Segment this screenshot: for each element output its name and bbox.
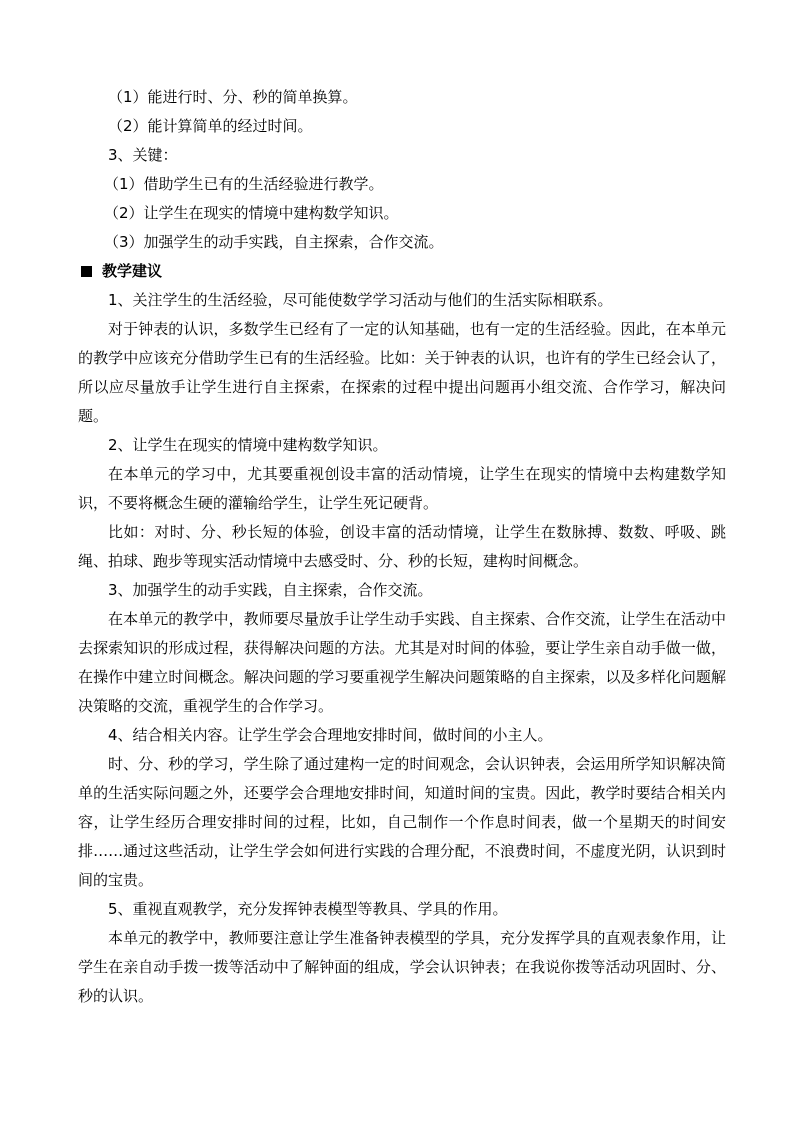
key-item-1: （1）借助学生已有的生活经验进行教学。 xyxy=(104,175,384,193)
suggestion-3-body: 在本单元的教学中，教师要尽量放手让学生动手实践、自主探索、合作交流，让学生在活动中去探索知识的形成过程，获得解决问题的方法。尤其是对时间的体验，要让学生亲自动手做一做，在操作中建立时间概念。解决问题的学习要重视学生解决问题策略的自主探索，以及多样化问题解决策略的交流，重视学生的合作学习。 xyxy=(78,610,726,715)
section-heading xyxy=(78,257,726,286)
section-heading-text: 教学建议 xyxy=(102,262,163,280)
document-body xyxy=(78,83,726,1011)
suggestion-4-title: 4、结合相关内容。让学生学会合理地安排时间，做时间的小主人。 xyxy=(108,726,553,744)
suggestion-1-body: 对于钟表的认识，多数学生已经有了一定的认知基础，也有一定的生活经验。因此，在本单元的教学中应该充分借助学生已有的生活经验。比如：关于钟表的认识，也许有的学生已经会认了，所以应尽量放手让学生进行自主探索，在探索的过程中提出问题再小组交流、合作学习，解决问题。 xyxy=(78,320,726,425)
key-title: 3、关键： xyxy=(108,146,178,164)
black-square-icon xyxy=(81,266,92,277)
suggestion-4-body: 时、分、秒的学习，学生除了通过建构一定的时间观念，会认识钟表，会运用所学知识解决简单的生活实际问题之外，还要学会合理地安排时间，知道时间的宝贵。因此，教学时要结合相关内容，让学生经历合理安排时间的过程，比如，自己制作一个作息时间表，做一个星期天的时间安排……通过这些活动，让学生学会如何进行实践的合理分配，不浪费时间，不虚度光阴，认识到时间的宝贵。 xyxy=(78,755,726,889)
key-item-2: （2）让学生在现实的情境中建构数学知识。 xyxy=(104,204,399,222)
suggestion-5-body: 本单元的教学中，教师要注意让学生准备钟表模型的学具，充分发挥学具的直观表象作用，让学生在亲自动手拨一拨等活动中了解钟面的组成，学会认识钟表；在我说你拨等活动巩固时、分、秒的认识。 xyxy=(78,929,726,1005)
item-conversion: （1）能进行时、分、秒的简单换算。 xyxy=(108,88,358,106)
suggestion-3-title: 3、加强学生的动手实践，自主探索，合作交流。 xyxy=(108,581,433,599)
suggestion-2-title: 2、让学生在现实的情境中建构数学知识。 xyxy=(108,436,388,454)
key-item-3: （3）加强学生的动手实践，自主探索，合作交流。 xyxy=(104,233,444,251)
suggestion-5-title: 5、重视直观教学，充分发挥钟表模型等教具、学具的作用。 xyxy=(108,900,508,918)
item-elapsed-time: （2）能计算简单的经过时间。 xyxy=(108,117,313,135)
suggestion-2-example: 比如：对时、分、秒长短的体验，创设丰富的活动情境，让学生在数脉搏、数数、呼吸、跳绳、拍球、跑步等现实活动情境中去感受时、分、秒的长短，建构时间概念。 xyxy=(78,523,726,570)
suggestion-2-body: 在本单元的学习中，尤其要重视创设丰富的活动情境，让学生在现实的情境中去构建数学知识，不要将概念生硬的灌输给学生，让学生死记硬背。 xyxy=(78,465,726,512)
suggestion-1-title: 1、关注学生的生活经验，尽可能使数学学习活动与他们的生活实际相联系。 xyxy=(108,291,613,309)
